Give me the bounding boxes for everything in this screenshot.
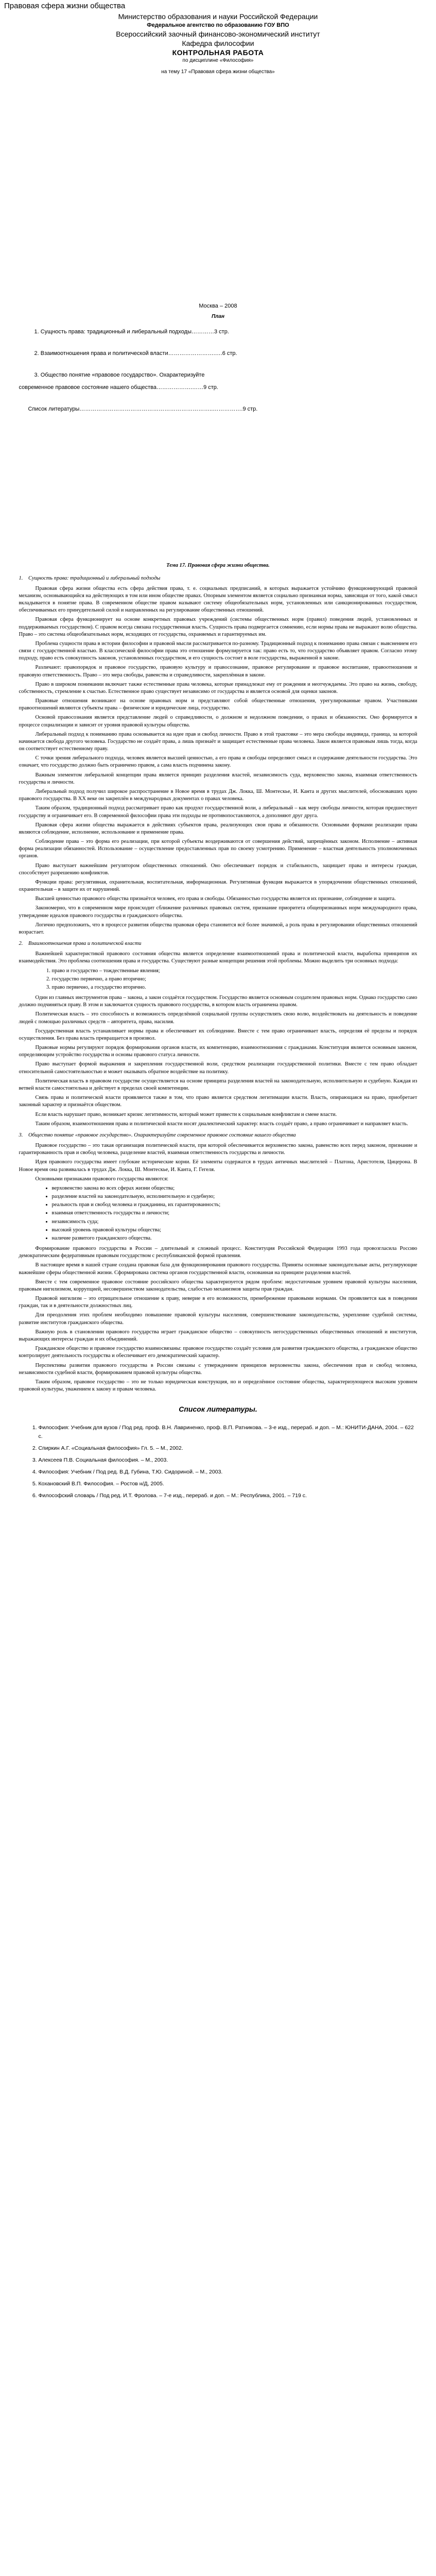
section-3-body bbox=[19, 1142, 417, 1393]
plan-item: 2. Взаимоотношения права и политической власти…………………….….6 стр. bbox=[34, 350, 237, 357]
section-number: 2. bbox=[19, 941, 23, 947]
section-3-heading bbox=[19, 1132, 417, 1139]
work-type: КОНТРОЛЬНАЯ РАБОТА bbox=[172, 48, 264, 57]
city-year: Москва – 2008 bbox=[199, 303, 237, 309]
paragraph: Правовая сфера функционирует на основе конкретных правовых учреждений (системы общественных норм (правил) поведения людей, установленных и поддерживаемых государством). С правом всегда связана государственная власть. Сущность права подвергается сомнению, если нормы права не выражают волю общества. Право – это система общеобязательных норм, исходящих от государства, охраняемых и гарантируемых им. bbox=[19, 617, 417, 637]
paragraph: Правовые нормы регулируют порядок формирования органов власти, их компетенцию, взаимоотношения с гражданами. Конституция является основным законом, определяющим устройство государства и основы правового статуса личности. bbox=[19, 1045, 417, 1058]
approach-list bbox=[45, 968, 417, 992]
main-title: Тема 17. Правовая сфера жизни общества. bbox=[166, 563, 270, 569]
literature-section bbox=[19, 1404, 417, 1500]
document bbox=[15, 12, 422, 1500]
paragraph: Основными признаками правового государства являются: bbox=[35, 1176, 169, 1182]
list-item: • реальность прав и свобод человека и гражданина, их гарантированность; bbox=[52, 1201, 417, 1209]
discipline: по дисциплине «Философия» bbox=[182, 58, 254, 63]
paragraph: Либеральный подход получил широкое распространение в Новое время в трудах Дж. Локка, Ш. Монтескье, И. Канта и других мыслителей, обосновавших идею правового государства. В XX веке он закреплён в международных документах о правах человека. bbox=[19, 788, 417, 802]
institute: Всероссийский заочный финансово-экономический институт bbox=[116, 30, 320, 38]
list-item: 1. право и государство – тождественные явления; bbox=[52, 968, 417, 975]
section-title: Сущность права: традиционный и либеральный подходы bbox=[28, 575, 161, 581]
section-title: Взаимоотношения права и политической власти bbox=[28, 941, 142, 947]
section-title: Общество понятие «правовое государство». Охарактеризуйте современное правовое состояние нашего общества bbox=[28, 1132, 296, 1138]
list-item: 3. право первично, а государство вторично. bbox=[52, 984, 417, 991]
paragraph: Правовая сфера жизни общества есть сфера действия права, т. е. социальных предписаний, в которых выражается устойчиво функционирующий правовой механизм, основывающийся на действующих в том или ином обществе правах. Опорным элементом является социально признанная норма, зависящая от того, какой смысл вкладывается в понятие права. В современном обществе правом называют систему общеобязательных норм, установленных или санкционированных государством, обеспечиваемых его принудительной силой и направленных на регулирование общественных отношений. bbox=[19, 585, 417, 614]
paragraph: Вместе с тем современное правовое состояние российского общества характеризуется рядом проблем: недостаточным уровнем правовой культуры населения, правовым нигилизмом, коррупцией, несовершенством законодательства, слабостью механизмов защиты прав граждан. bbox=[19, 1279, 417, 1292]
paragraph: Закономерно, что в современном мире происходит сближение различных правовых систем, признание приоритета общепризнанных норм международного права, утверждение идеалов правового государства и гражданского общества. bbox=[19, 905, 417, 919]
paragraph: Проблема сущности права в истории философии и правовой мысли рассматривается по-разному. Традиционный подход к пониманию права связан с выяснением его связи с государственной властью. В классической философии права это отношение формулируется так: право есть то, что государство объявляет правом. Согласно этому подходу, право есть совокупность законов, установленных государством, и его сущность состоит в воле государства, выраженной в законе. bbox=[19, 640, 417, 662]
title-header bbox=[19, 12, 417, 76]
paragraph: Функции права: регулятивная, охранительная, воспитательная, информационная. Регулятивная функция выражается в упорядочении общественных отношений, охранительная – в защите их от нарушений. bbox=[19, 879, 417, 893]
paragraph: Идея правового государства имеет глубокие исторические корни. Её элементы содержатся в трудах античных мыслителей – Платона, Аристотеля, Цицерона. В Новое время она развивалась в трудах Дж. Локка, Ш. Монтескье, И. Канта, Г. Гегеля. bbox=[19, 1159, 417, 1173]
paragraph: Таким образом, традиционный подход рассматривает право как продукт государственной воли, а либеральный – как меру свободы личности, которая предшествует государству и ограничивает его. В современной философии права эти подходы не противопоставляются, а дополняют друг друга. bbox=[19, 805, 417, 819]
paragraph: Важным элементом либеральной концепции права является принцип разделения властей, независимость суда, верховенство закона, взаимная ответственность государства и личности. bbox=[19, 772, 417, 785]
paragraph: Важнейшей характеристикой правового состояния общества является определение взаимоотношений права и политической власти, выработка принципов их взаимодействия. Это проблема соотношения права и государства. Существуют разные концепции решения этой проблемы. Можно выделить три основных подхода: bbox=[19, 951, 417, 964]
agency: Федеральное агентство по образованию ГОУ ВПО bbox=[147, 22, 289, 28]
section-1-heading bbox=[19, 575, 417, 582]
topic-line: на тему 17 «Правовая сфера жизни общества» bbox=[161, 69, 275, 75]
paragraph: С точки зрения либерального подхода, человек является высшей ценностью, а его права и свободы определяют смысл и содержание деятельности государства. Это означает, что государство должно быть ограничено правом, а сама власть подчинена закону. bbox=[19, 755, 417, 769]
literature-item: 4. Философия: Учебник / Под ред. В.Д. Губина, Т.Ю. Сидориной. – М., 2003. bbox=[39, 1468, 417, 1477]
plan-item: 3. Общество понятие «правовое государство». Охарактеризуйте bbox=[34, 372, 205, 379]
paragraph: Правовые отношения возникают на основе правовых норм и представляют собой общественные отношения, урегулированные правом. Участниками правоотношений являются субъекты права – физические и юридические лица, государство. bbox=[19, 698, 417, 711]
paragraph: Правовая сфера жизни общества выражается в действиях субъектов права, реализующих свои права и обязанности. Основными формами реализации права являются соблюдение, исполнение, использование и применение права. bbox=[19, 822, 417, 835]
literature-item: 5. Кохановский В.П. Философия. – Ростов н/Д, 2005. bbox=[39, 1480, 417, 1488]
list-item: • наличие развитого гражданского общества. bbox=[52, 1235, 417, 1242]
paragraph: Гражданское общество и правовое государство взаимосвязаны: правовое государство создаёт условия для развития гражданского общества, а гражданское общество контролирует деятельность государства и обеспечивает его демократический характер. bbox=[19, 1346, 417, 1359]
list-item: • взаимная ответственность государства и личности; bbox=[52, 1210, 417, 1217]
plan-title: План bbox=[211, 313, 224, 319]
paragraph: Таким образом, взаимоотношения права и политической власти носят диалектический характер: власть создаёт право, а право ограничивает и направляет власть. bbox=[35, 1121, 408, 1127]
paragraph: Право в широком понимании включает также естественные права человека, которые принадлежат ему от рождения и неотчуждаемы. Это право на жизнь, свободу, собственность, стремление к счастью. Естественное право существует независимо от государства и является основой для оценки законов. bbox=[19, 681, 417, 694]
section-2-body bbox=[19, 951, 417, 1128]
page-title: Правовая сфера жизни общества bbox=[4, 2, 126, 10]
paragraph: Различают: правопорядок и правовое государство, правовую культуру и правосознание, правовое регулирование и правовое воспитание, правоотношения и правовую ответственность. Право – это мера свободы, равенства и справедливости, закреплённая в законе. bbox=[19, 665, 417, 678]
paragraph: Политическая власть – это способность и возможность определённой социальной группы осуществлять свою волю, воздействовать на деятельность и поведение людей с помощью различных средств – авторитета, права, насилия. bbox=[19, 1011, 417, 1025]
features-list bbox=[45, 1185, 417, 1242]
section-2-heading bbox=[19, 940, 417, 947]
paragraph: Либеральный подход к пониманию права основывается на идее прав и свобод личности. Право в этой трактовке – это мера свободы индивида, граница, за которой начинается свобода другого человека. Государство не создаёт права, а лишь признаёт и защищает естественные права человека. Закон является правовым лишь тогда, когда он соответствует естественному праву. bbox=[19, 731, 417, 752]
literature-item: 1. Философия: Учебник для вузов / Под ред. проф. В.Н. Лавриненко, проф. В.П. Ратникова. – 3-е изд., перераб. и доп. – М.: ЮНИТИ-ДАНА, 2004. – 622 с. bbox=[39, 1423, 417, 1441]
paragraph: В настоящее время в нашей стране создана правовая база для функционирования правового государства. Приняты основные законодательные акты, регулирующие важнейшие сферы общественной жизни. Сформирована система органов государственной власти, основанная на принципе разделения властей. bbox=[19, 1262, 417, 1276]
paragraph: Таким образом, правовое государство – это не только юридическая конструкция, но и определённое состояние общества, характеризующееся высоким уровнем правовой культуры, уважением к закону и правам человека. bbox=[19, 1379, 417, 1393]
section-1-body bbox=[19, 585, 417, 936]
paragraph: Формирование правового государства в России – длительный и сложный процесс. Конституция Российской Федерации 1993 года провозгласила Россию демократическим федеративным правовым государством с республиканской формой правления. bbox=[19, 1246, 417, 1259]
paragraph: Логично предположить, что в процессе развития общества правовая сфера становится всё более значимой, а роль права в регулировании общественных отношений возрастает. bbox=[19, 922, 417, 935]
plan-item: Список литературы……………………………………………………………..…………….9 стр. bbox=[28, 406, 258, 413]
section-number: 3. bbox=[19, 1132, 23, 1138]
literature-title: Список литературы. bbox=[179, 1405, 257, 1414]
list-item: • верховенство закона во всех сферах жизни общества; bbox=[52, 1185, 417, 1192]
chair: Кафедра философии bbox=[182, 39, 254, 47]
paragraph: Один из главных инструментов права – закона, а закон создаётся государством. Государство является основным создателем правовых норм. Однако государство само должно подчиняться праву. В этом и заключается сущность правового государства, в котором власть ограничена правом. bbox=[19, 995, 417, 1008]
plan-list bbox=[19, 328, 417, 413]
paragraph: Политическая власть в правовом государстве осуществляется на основе принципа разделения властей на законодательную, исполнительную и судебную. Каждая из ветвей власти самостоятельна и действует в пределах своей компетенции. bbox=[19, 1078, 417, 1091]
paragraph: Право выступает важнейшим регулятором общественных отношений. Оно обеспечивает порядок и стабильность, защищает права и интересы граждан, способствует разрешению конфликтов. bbox=[19, 862, 417, 876]
literature-list bbox=[30, 1423, 417, 1500]
list-item: • высокий уровень правовой культуры общества; bbox=[52, 1227, 417, 1234]
list-item: 2. государство первично, а право вторично; bbox=[52, 976, 417, 983]
paragraph: Связь права и политической власти проявляется также в том, что право является средством легитимации власти. Власть, опирающаяся на право, приобретает законный характер и признаётся обществом. bbox=[19, 1095, 417, 1108]
literature-item: 6. Философский словарь / Под ред. И.Т. Фролова. – 7-е изд., перераб. и доп. – М.: Республика, 2001. – 719 с. bbox=[39, 1492, 417, 1500]
paragraph: Высшей ценностью правового общества признаётся человек, его права и свободы. Обязанностью государства является их признание, соблюдение и защита. bbox=[35, 896, 396, 902]
paragraph: Для преодоления этих проблем необходимо повышение правовой культуры населения, совершенствование законодательства, укрепление судебной системы, развитие институтов гражданского общества. bbox=[19, 1312, 417, 1326]
paragraph: Перспективы развития правового государства в России связаны с утверждением принципов верховенства закона, обеспечения прав и свобод человека, независимости судебной власти, формированием правовой культуры общества. bbox=[19, 1362, 417, 1376]
section-number: 1. bbox=[19, 575, 23, 581]
paragraph: Право выступает формой выражения и закрепления государственной воли, средством реализации государственной политики. Вместе с тем право обладает относительной самостоятельностью и может оказывать обратное воздействие на политику. bbox=[19, 1061, 417, 1075]
paragraph: Правовое государство – это такая организация политической власти, при которой обеспечивается верховенство закона, равенство всех перед законом, признание и гарантированность прав и свобод человека, разделение властей, взаимная ответственность государства и личности. bbox=[19, 1143, 417, 1156]
plan-item: 1. Сущность права: традиционный и либеральный подходы…………3 стр. bbox=[34, 329, 229, 335]
paragraph: Важную роль в становлении правового государства играет гражданское общество – совокупность негосударственных общественных отношений и институтов, выражающих интересы граждан и их объединений. bbox=[19, 1329, 417, 1342]
literature-item: 2. Спиркин А.Г. «Социальная философия» Гл. 5. – М., 2002. bbox=[39, 1444, 417, 1453]
ministry: Министерство образования и науки Российской Федерации bbox=[118, 12, 318, 21]
paragraph: Основой правосознания является представление людей о справедливости, о должном и недолжном поведении, о правах и обязанностях. Оно формируется в процессе социализации и зависит от уровня правовой культуры общества. bbox=[19, 715, 417, 728]
list-item: • независимость суда; bbox=[52, 1218, 417, 1226]
literature-item: 3. Алексеев П.В. Социальная философия. – М., 2003. bbox=[39, 1456, 417, 1465]
list-item: • разделение властей на законодательную, исполнительную и судебную; bbox=[52, 1193, 417, 1200]
paragraph: Если власть нарушает право, возникает кризис легитимности, который может привести к социальным конфликтам и смене власти. bbox=[35, 1111, 337, 1117]
paragraph: Соблюдение права – это форма его реализации, при которой субъекты воздерживаются от совершения действий, запрещённых законом. Исполнение – активная форма реализации обязанностей. Использование – осуществление предоставленных прав по своему усмотрению. Применение – властная деятельность уполномоченных органов. bbox=[19, 839, 417, 859]
paragraph: Государственная власть устанавливает нормы права и обеспечивает их соблюдение. Вместе с тем право ограничивает власть, определяя её пределы и порядок осуществления. Без права власть превращается в произвол. bbox=[19, 1028, 417, 1041]
paragraph: Правовой нигилизм – это отрицательное отношение к праву, неверие в его возможности, пренебрежение правовыми нормами. Он проявляется как в поведении граждан, так и в деятельности должностных лиц. bbox=[19, 1296, 417, 1309]
plan-item: современное правовое состояние нашего общества……………….……9 стр. bbox=[19, 384, 218, 391]
